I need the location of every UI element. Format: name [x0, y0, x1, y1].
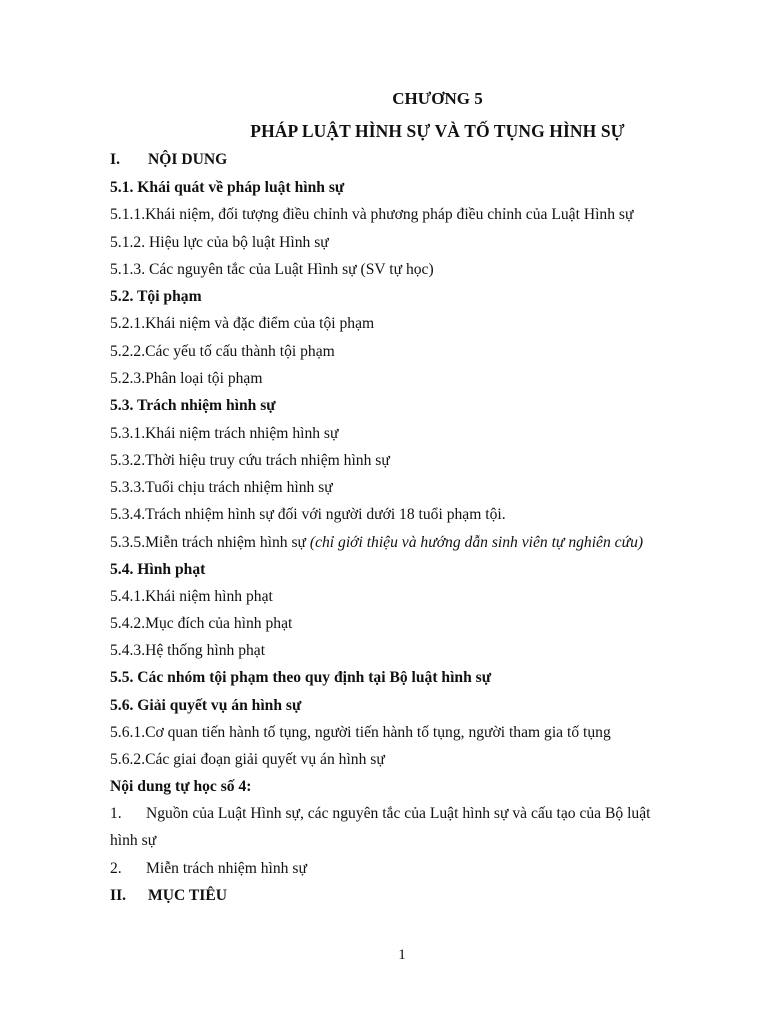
self-study-item-2: [110, 859, 307, 879]
item-5-3-5: [110, 533, 643, 553]
item-5-4-1: 5.4.1.Khái niệm hình phạt: [110, 588, 273, 605]
item-5-3-1: 5.3.1.Khái niệm trách nhiệm hình sự: [110, 425, 339, 442]
heading-5-6: 5.6. Giải quyết vụ án hình sự: [110, 697, 302, 714]
self-study-item-1: [110, 804, 650, 824]
item-5-3-4: 5.3.4.Trách nhiệm hình sự đối với người dưới 18 tuổi phạm tội.: [110, 506, 506, 523]
item-5-4-2: 5.4.2.Mục đích của hình phạt: [110, 615, 293, 632]
section-i-number: I.: [110, 151, 120, 168]
section-i-label: NỘI DUNG: [148, 151, 228, 168]
heading-5-1: 5.1. Khái quát về pháp luật hình sự: [110, 179, 345, 196]
item-5-3-5-note: (chỉ giới thiệu và hướng dẫn sinh viên tự nghiên cứu): [309, 534, 644, 551]
section-ii-number: II.: [110, 887, 127, 904]
self-study-item-1-number: 1.: [110, 805, 122, 822]
item-5-3-3: 5.3.3.Tuổi chịu trách nhiệm hình sự: [110, 479, 333, 496]
self-study-item-2-number: 2.: [110, 860, 122, 877]
item-5-1-2: 5.1.2. Hiệu lực của bộ luật Hình sự: [110, 234, 329, 251]
heading-5-2: 5.2. Tội phạm: [110, 288, 202, 305]
item-5-2-3: 5.2.3.Phân loại tội phạm: [110, 370, 263, 387]
chapter-title: PHÁP LUẬT HÌNH SỰ VÀ TỐ TỤNG HÌNH SỰ: [250, 121, 625, 141]
self-study-heading: Nội dung tự học số 4:: [110, 778, 252, 795]
heading-5-5: 5.5. Các nhóm tội phạm theo quy định tại Bộ luật hình sự: [110, 669, 492, 686]
chapter-number: CHƯƠNG 5: [392, 89, 483, 108]
section-ii-label: MỤC TIÊU: [148, 887, 227, 904]
item-5-3-2: 5.3.2.Thời hiệu truy cứu trách nhiệm hình sự: [110, 452, 390, 469]
self-study-item-1-text: Nguồn của Luật Hình sự, các nguyên tắc của Luật hình sự và cấu tạo của Bộ luật: [146, 805, 651, 822]
item-5-3-5-main: 5.3.5.Miễn trách nhiệm hình sự: [110, 534, 310, 551]
item-5-1-3: 5.1.3. Các nguyên tắc của Luật Hình sự (SV tự học): [110, 261, 434, 278]
heading-5-4: 5.4. Hình phạt: [110, 561, 206, 578]
item-5-4-3: 5.4.3.Hệ thống hình phạt: [110, 642, 266, 659]
item-5-2-2: 5.2.2.Các yếu tố cấu thành tội phạm: [110, 343, 335, 360]
item-5-2-1: 5.2.1.Khái niệm và đặc điểm của tội phạm: [110, 315, 375, 332]
self-study-item-2-text: Miễn trách nhiệm hình sự: [146, 860, 307, 877]
section-ii-heading: [110, 886, 227, 906]
self-study-item-1-continued: hình sự: [110, 832, 157, 849]
item-5-6-1: 5.6.1.Cơ quan tiến hành tố tụng, người tiến hành tố tụng, người tham gia tố tụng: [110, 724, 611, 741]
item-5-6-2: 5.6.2.Các giai đoạn giải quyết vụ án hình sự: [110, 751, 385, 768]
page-number: 1: [398, 947, 406, 963]
item-5-1-1: 5.1.1.Khái niệm, đối tượng điều chỉnh và phương pháp điều chỉnh của Luật Hình sự: [110, 206, 634, 223]
section-i-heading: [110, 150, 227, 170]
heading-5-3: 5.3. Trách nhiệm hình sự: [110, 397, 276, 414]
